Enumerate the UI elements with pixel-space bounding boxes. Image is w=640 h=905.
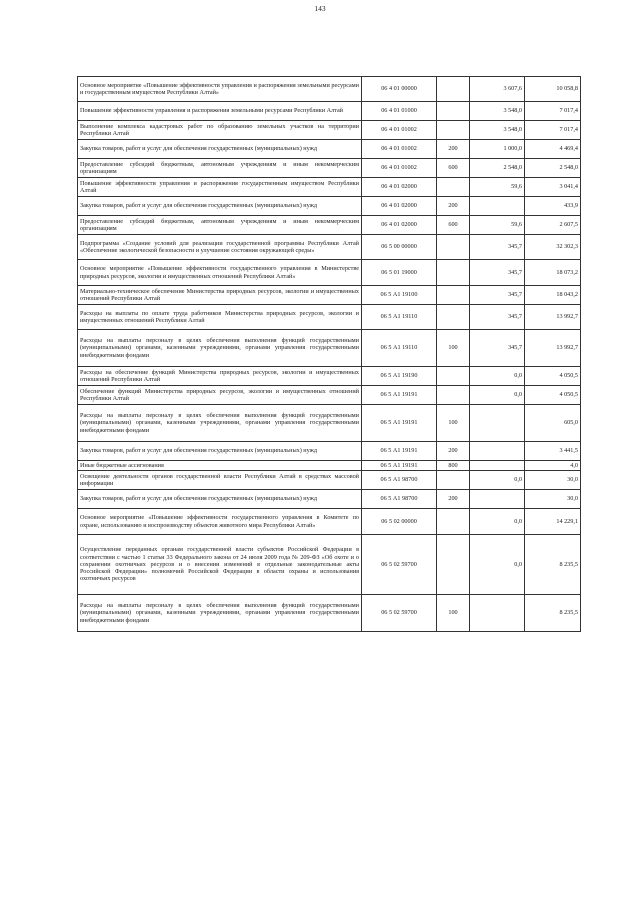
table-row [78,386,581,405]
expense-type-cell: 200 [437,197,470,216]
table-row [78,159,581,178]
expense-type-cell [437,235,470,260]
target-article-code-cell: 06 5 А1 19191 [362,442,437,461]
amount-year1-cell: 59,6 [470,178,525,197]
expense-name-cell: Основное мероприятие «Повышение эффективности государственного управления в Министерстве природных ресурсов, экологии и имущественных отношений Республики Алтай» [78,260,362,286]
amount-year2-cell: 8 235,5 [525,595,581,632]
target-article-code-cell: 06 4 01 01002 [362,121,437,140]
amount-year2-cell: 605,0 [525,405,581,442]
expense-type-cell [437,535,470,595]
amount-year2-cell: 4 050,5 [525,367,581,386]
target-article-code-cell: 06 5 02 59700 [362,535,437,595]
table-row [78,305,581,330]
expense-name-cell: Повышение эффективности управления и распоряжения земельными ресурсами Республики Алтай [78,102,362,121]
table-row [78,77,581,102]
amount-year1-cell: 2 548,0 [470,159,525,178]
amount-year1-cell [470,595,525,632]
amount-year1-cell [470,197,525,216]
amount-year1-cell: 3 548,0 [470,121,525,140]
table-row [78,260,581,286]
expense-name-cell: Расходы на выплаты персоналу в целях обеспечения выполнения функций государственными (муниципальными) органами, казенными учреждениями, органами управления государственными внебюджетными фондами [78,595,362,632]
expense-type-cell [437,77,470,102]
target-article-code-cell: 06 5 А1 19190 [362,367,437,386]
table-row [78,405,581,442]
target-article-code-cell: 06 5 А1 19191 [362,405,437,442]
table-row [78,121,581,140]
amount-year2-cell: 7 017,4 [525,102,581,121]
expense-name-cell: Обеспечение функций Министерства природных ресурсов, экологии и имущественных отношений Республики Алтай [78,386,362,405]
amount-year2-cell: 433,9 [525,197,581,216]
target-article-code-cell: 06 4 01 01002 [362,159,437,178]
target-article-code-cell: 06 4 01 01002 [362,140,437,159]
expense-name-cell: Расходы на выплаты персоналу в целях обеспечения выполнения функций государственными (муниципальными) органами, казенными учреждениями, органами управления государственными внебюджетными фондами [78,330,362,367]
expense-type-cell [437,471,470,490]
table-row [78,535,581,595]
expense-type-cell: 200 [437,490,470,509]
expense-type-cell: 100 [437,405,470,442]
amount-year2-cell: 18 073,2 [525,260,581,286]
amount-year1-cell [470,405,525,442]
expense-type-cell: 100 [437,595,470,632]
expense-type-cell [437,260,470,286]
expense-type-cell [437,121,470,140]
target-article-code-cell: 06 5 А1 19100 [362,286,437,305]
expense-name-cell: Выполнение комплекса кадастровых работ по образованию земельных участков на территории Республики Алтай [78,121,362,140]
amount-year1-cell [470,442,525,461]
table-row [78,178,581,197]
expense-name-cell: Повышение эффективности управления и распоряжения государственным имуществом Республики Алтай [78,178,362,197]
expense-name-cell: Предоставление субсидий бюджетным, автономным учреждениям и иным некоммерческим организациям [78,216,362,235]
amount-year1-cell [470,490,525,509]
table-row [78,442,581,461]
amount-year2-cell: 4,0 [525,461,581,471]
amount-year2-cell: 8 235,5 [525,535,581,595]
amount-year1-cell: 0,0 [470,535,525,595]
expense-name-cell: Закупка товаров, работ и услуг для обеспечения государственных (муниципальных) нужд [78,442,362,461]
amount-year1-cell: 3 548,0 [470,102,525,121]
expense-type-cell [437,509,470,535]
expense-type-cell [437,305,470,330]
target-article-code-cell: 06 5 02 59700 [362,595,437,632]
table-row [78,216,581,235]
expense-type-cell: 200 [437,442,470,461]
table-row [78,490,581,509]
expense-type-cell: 800 [437,461,470,471]
target-article-code-cell: 06 5 А1 19110 [362,305,437,330]
amount-year1-cell [470,461,525,471]
amount-year2-cell: 10 058,8 [525,77,581,102]
amount-year2-cell: 32 302,3 [525,235,581,260]
amount-year1-cell: 0,0 [470,509,525,535]
amount-year2-cell: 3 041,4 [525,178,581,197]
expense-type-cell [437,386,470,405]
target-article-code-cell: 06 4 01 01000 [362,102,437,121]
target-article-code-cell: 06 5 А1 19110 [362,330,437,367]
amount-year2-cell: 4 050,5 [525,386,581,405]
table-row [78,595,581,632]
expense-name-cell: Освещение деятельности органов государственной власти Республики Алтай в средствах массовой информации [78,471,362,490]
amount-year2-cell: 2 548,0 [525,159,581,178]
target-article-code-cell: 06 5 02 00000 [362,509,437,535]
amount-year2-cell: 4 469,4 [525,140,581,159]
expense-name-cell: Материально-техническое обеспечение Министерства природных ресурсов, экологии и имущественных отношений Республики Алтай [78,286,362,305]
amount-year1-cell: 345,7 [470,286,525,305]
expense-type-cell: 600 [437,159,470,178]
amount-year1-cell: 0,0 [470,367,525,386]
amount-year2-cell: 13 992,7 [525,330,581,367]
expense-type-cell: 600 [437,216,470,235]
expense-name-cell: Расходы на обеспечение функций Министерства природных ресурсов, экологии и имущественных отношений Республики Алтай [78,367,362,386]
budget-table-body [78,77,581,632]
amount-year1-cell: 345,7 [470,305,525,330]
expense-name-cell: Расходы на выплаты персоналу в целях обеспечения выполнения функций государственными (муниципальными) органами, казенными учреждениями, органами управления государственными внебюджетными фондами [78,405,362,442]
amount-year2-cell: 18 043,2 [525,286,581,305]
amount-year1-cell: 3 607,6 [470,77,525,102]
expense-type-cell [437,367,470,386]
expense-type-cell: 100 [437,330,470,367]
target-article-code-cell: 06 5 А1 19191 [362,461,437,471]
target-article-code-cell: 06 4 01 02000 [362,216,437,235]
expense-type-cell [437,102,470,121]
page-number: 143 [314,4,326,13]
amount-year1-cell: 345,7 [470,235,525,260]
expense-name-cell: Закупка товаров, работ и услуг для обеспечения государственных (муниципальных) нужд [78,197,362,216]
expense-name-cell: Закупка товаров, работ и услуг для обеспечения государственных (муниципальных) нужд [78,490,362,509]
expense-name-cell: Закупка товаров, работ и услуг для обеспечения государственных (муниципальных) нужд [78,140,362,159]
table-row [78,509,581,535]
table-row [78,367,581,386]
table-row [78,140,581,159]
target-article-code-cell: 06 5 А1 98700 [362,490,437,509]
amount-year1-cell: 0,0 [470,386,525,405]
table-row [78,102,581,121]
amount-year2-cell: 30,0 [525,490,581,509]
expense-name-cell: Подпрограмма «Создание условий для реализации государственной программы Республики Алтай «Обеспечение экологической безопасности и улучшение состояния окружающей среды» [78,235,362,260]
amount-year1-cell: 1 000,0 [470,140,525,159]
expense-name-cell: Предоставление субсидий бюджетным, автономным учреждениям и иным некоммерческим организациям [78,159,362,178]
amount-year1-cell: 0,0 [470,471,525,490]
amount-year1-cell: 345,7 [470,260,525,286]
expense-name-cell: Основное мероприятие «Повышение эффективности государственного управления в Комитете по охране, использованию и воспроизводству объектов животного мира Республики Алтай» [78,509,362,535]
table-row [78,330,581,367]
amount-year2-cell: 30,0 [525,471,581,490]
target-article-code-cell: 06 4 01 02000 [362,197,437,216]
budget-table [77,76,581,632]
target-article-code-cell: 06 5 А1 19191 [362,386,437,405]
table-row [78,471,581,490]
target-article-code-cell: 06 5 00 00000 [362,235,437,260]
target-article-code-cell: 06 5 А1 98700 [362,471,437,490]
amount-year2-cell: 14 229,1 [525,509,581,535]
expense-type-cell [437,178,470,197]
expense-type-cell [437,286,470,305]
amount-year2-cell: 2 607,5 [525,216,581,235]
expense-name-cell: Расходы на выплаты по оплате труда работников Министерства природных ресурсов, экологии и имущественных отношений Республики Алтай [78,305,362,330]
expense-name-cell: Осуществление переданных органам государственной власти субъектов Российской Федерации в соответствии с частью 1 статьи 33 Федерального закона от 24 июля 2009 года № 209-ФЗ «Об охоте и о сохранении охотничьих ресурсов и о внесении изменений в отдельные законодательные акты Российской Федерации» полномочий Российской Федерации в области охраны и использования охотничьих ресурсов [78,535,362,595]
amount-year1-cell: 59,6 [470,216,525,235]
target-article-code-cell: 06 4 01 00000 [362,77,437,102]
amount-year2-cell: 13 992,7 [525,305,581,330]
expense-name-cell: Иные бюджетные ассигнования [78,461,362,471]
table-row [78,235,581,260]
expense-name-cell: Основное мероприятие «Повышение эффективности управления и распоряжения земельными ресурсами и государственным имуществом Республики Алтай» [78,77,362,102]
amount-year2-cell: 3 441,5 [525,442,581,461]
table-row [78,197,581,216]
expense-type-cell: 200 [437,140,470,159]
amount-year2-cell: 7 017,4 [525,121,581,140]
amount-year1-cell: 345,7 [470,330,525,367]
target-article-code-cell: 06 5 01 19000 [362,260,437,286]
target-article-code-cell: 06 4 01 02000 [362,178,437,197]
table-row [78,461,581,471]
table-row [78,286,581,305]
